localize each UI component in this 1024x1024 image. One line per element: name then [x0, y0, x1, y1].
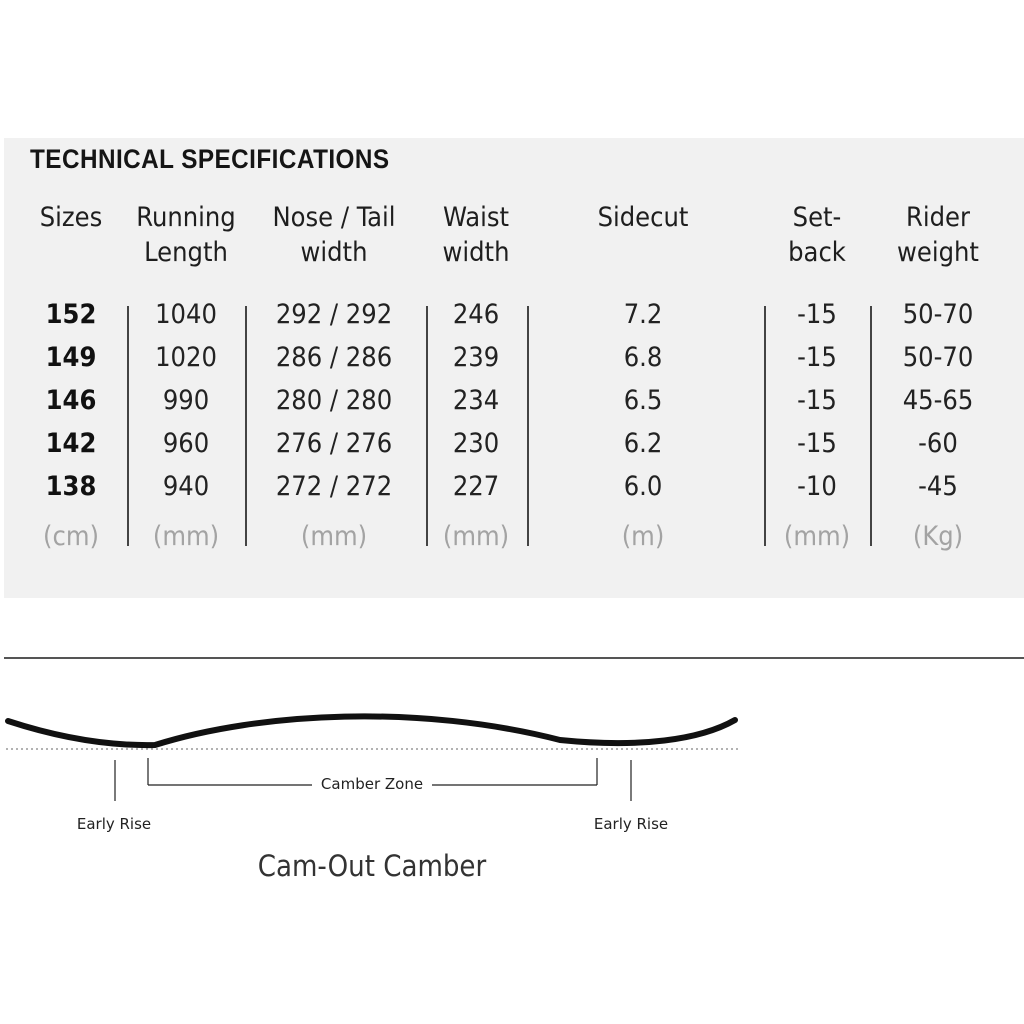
cell-waist-width: 227 — [452, 471, 500, 502]
column-divider — [870, 306, 872, 546]
cell-rider-weight: 50-70 — [902, 342, 974, 373]
column-header-sizes: Sizes — [39, 202, 103, 233]
cell-nose-tail-width: 286 / 286 — [275, 342, 393, 373]
unit-label-nose-tail-width: (mm) — [300, 521, 368, 552]
spec-title: TECHNICAL SPECIFICATIONS — [30, 144, 390, 174]
cell-sidecut: 6.8 — [623, 342, 663, 373]
column-divider — [245, 306, 247, 546]
section-divider — [4, 657, 1024, 659]
cell-setback: -15 — [797, 428, 837, 459]
cell-sizes: 142 — [45, 428, 97, 459]
cell-sizes: 146 — [45, 385, 97, 416]
cell-running-length: 940 — [162, 471, 210, 502]
column-divider — [127, 306, 129, 546]
cell-waist-width: 234 — [452, 385, 500, 416]
column-divider — [527, 306, 529, 546]
cell-sidecut: 6.5 — [623, 385, 663, 416]
cell-rider-weight: -60 — [918, 428, 958, 459]
camber-profile-diagram — [0, 700, 1024, 840]
cell-waist-width: 230 — [452, 428, 500, 459]
cell-setback: -15 — [797, 342, 837, 373]
column-header-waist-width: Waist width — [442, 202, 510, 268]
column-header-rider-weight: Rider weight — [897, 202, 979, 268]
unit-label-sidecut: (m) — [621, 521, 665, 552]
cell-sizes: 138 — [45, 471, 97, 502]
cell-waist-width: 246 — [452, 299, 500, 330]
cell-sidecut: 7.2 — [623, 299, 663, 330]
unit-label-sizes: (cm) — [43, 521, 99, 552]
cell-running-length: 1020 — [155, 342, 217, 373]
cell-sizes: 152 — [45, 299, 97, 330]
column-divider — [764, 306, 766, 546]
cell-running-length: 1040 — [155, 299, 217, 330]
profile-title: Cam-Out Camber — [257, 849, 487, 883]
cell-nose-tail-width: 292 / 292 — [275, 299, 393, 330]
unit-label-waist-width: (mm) — [442, 521, 510, 552]
unit-label-rider-weight: (Kg) — [912, 521, 964, 552]
board-profile-curve — [8, 716, 735, 745]
column-divider — [426, 306, 428, 546]
unit-label-running-length: (mm) — [152, 521, 220, 552]
cell-setback: -15 — [797, 299, 837, 330]
cell-rider-weight: -45 — [918, 471, 958, 502]
column-header-sidecut: Sidecut — [597, 202, 689, 233]
column-header-running-length: Running Length — [136, 202, 236, 268]
unit-label-setback: (mm) — [783, 521, 851, 552]
cell-sidecut: 6.2 — [623, 428, 663, 459]
column-header-setback: Set- back — [788, 202, 846, 268]
camber-zone-label: Camber Zone — [320, 775, 424, 793]
cell-rider-weight: 45-65 — [902, 385, 974, 416]
cell-nose-tail-width: 276 / 276 — [275, 428, 393, 459]
cell-setback: -10 — [797, 471, 837, 502]
cell-waist-width: 239 — [452, 342, 500, 373]
cell-running-length: 990 — [162, 385, 210, 416]
cell-nose-tail-width: 280 / 280 — [275, 385, 393, 416]
cell-sizes: 149 — [45, 342, 97, 373]
cell-running-length: 960 — [162, 428, 210, 459]
cell-setback: -15 — [797, 385, 837, 416]
cell-rider-weight: 50-70 — [902, 299, 974, 330]
early-rise-left-label: Early Rise — [76, 815, 152, 833]
cell-nose-tail-width: 272 / 272 — [275, 471, 393, 502]
column-header-nose-tail-width: Nose / Tail width — [272, 202, 396, 268]
cell-sidecut: 6.0 — [623, 471, 663, 502]
early-rise-right-label: Early Rise — [593, 815, 669, 833]
